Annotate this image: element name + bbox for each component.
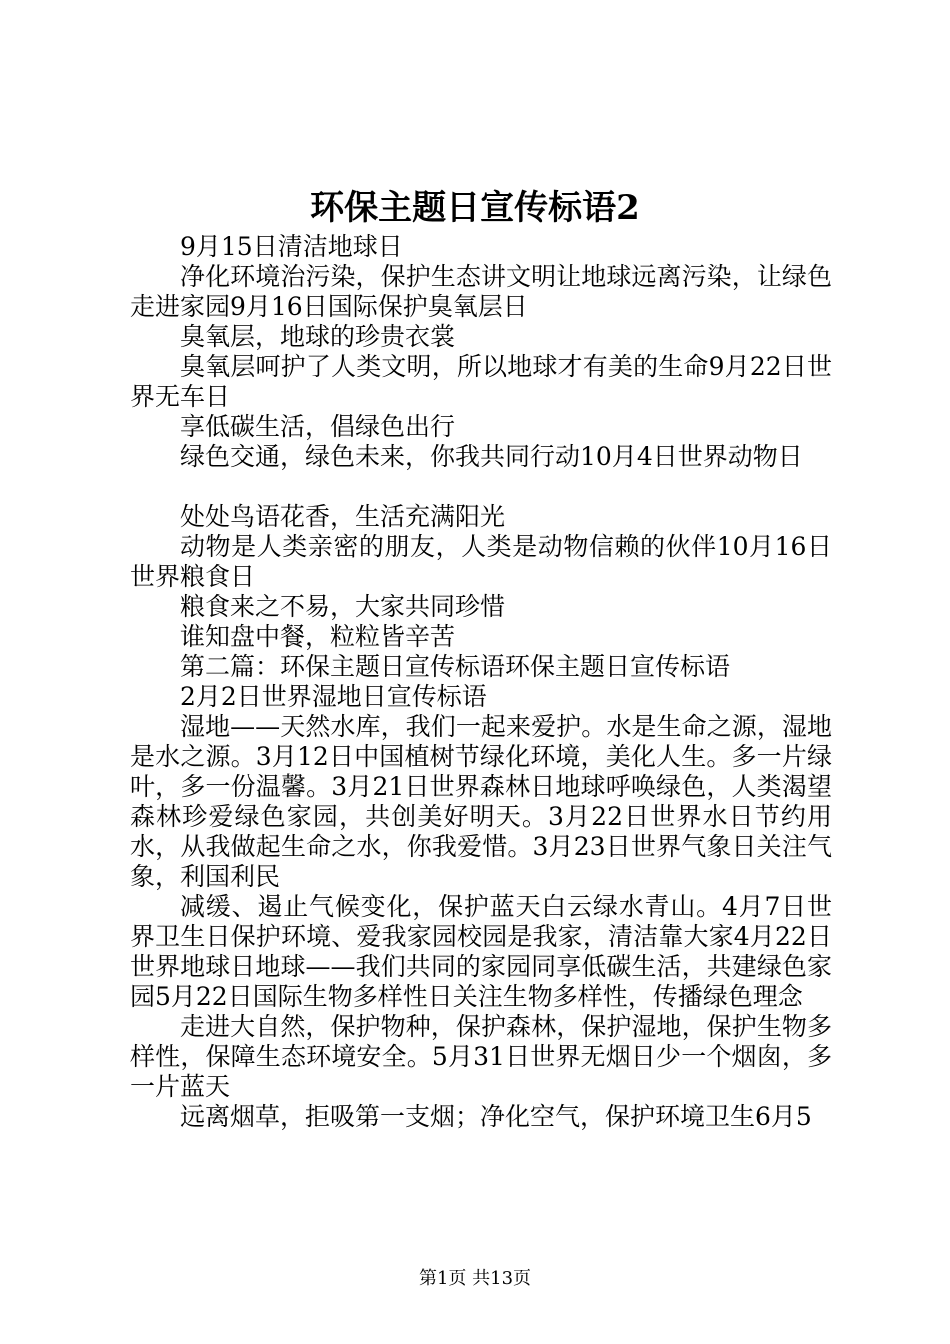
page-number-footer: 第1页 共13页 [418,1268,532,1289]
paragraph: 动物是人类亲密的朋友，人类是动物信赖的伙伴10月16日世界粮食日 [130,532,832,591]
paragraph: 臭氧层呵护了人类文明，所以地球才有美的生命9月22日世界无车日 [130,352,832,411]
paragraph: 谁知盘中餐，粒粒皆辛苦 [180,622,456,651]
paragraph: 绿色交通，绿色未来，你我共同行动10月4日世界动物日 [180,442,803,471]
paragraph: 湿地——天然水库，我们一起来爱护。水是生命之源，湿地是水之源。3月12日中国植树节绿化环境，美化人生。多一片绿叶，多一份温馨。3月21日世界森林日地球呼唤绿色，人类渴望森林珍爱绿色家园，共创美好明天。3月22日世界水日节约用水，从我做起生命之水，你我爱惜。3月23日世界气象日关注气象，利国利民 [130,712,832,891]
paragraph: 臭氧层，地球的珍贵衣裳 [180,322,456,351]
paragraph: 远离烟草，拒吸第一支烟；净化空气，保护环境卫生6月5 [180,1102,812,1131]
paragraph: 净化环境治污染，保护生态讲文明让地球远离污染，让绿色走进家园9月16日国际保护臭氧层日 [130,262,832,321]
paragraph: 粮食来之不易，大家共同珍惜 [180,592,506,621]
paragraph: 2月2日世界湿地日宣传标语 [180,682,487,711]
paragraph: 享低碳生活，倡绿色出行 [180,412,456,441]
document-title: 环保主题日宣传标语2 [310,188,640,228]
document-body [130,232,832,1132]
paragraph: 处处鸟语花香，生活充满阳光 [180,502,506,531]
paragraph: 减缓、遏止气候变化，保护蓝天白云绿水青山。4月7日世界卫生日保护环境、爱我家园校园是我家，清洁靠大家4月22日世界地球日地球——我们共同的家园同享低碳生活，共建绿色家园5月22日国际生物多样性日关注生物多样性，传播绿色理念 [130,892,832,1011]
paragraph: 9月15日清洁地球日 [180,232,403,261]
paragraph: 走进大自然，保护物种，保护森林，保护湿地，保护生物多样性，保障生态环境安全。5月31日世界无烟日少一个烟囱，多一片蓝天 [130,1012,832,1101]
paragraph: 第二篇：环保主题日宣传标语环保主题日宣传标语 [180,652,731,681]
